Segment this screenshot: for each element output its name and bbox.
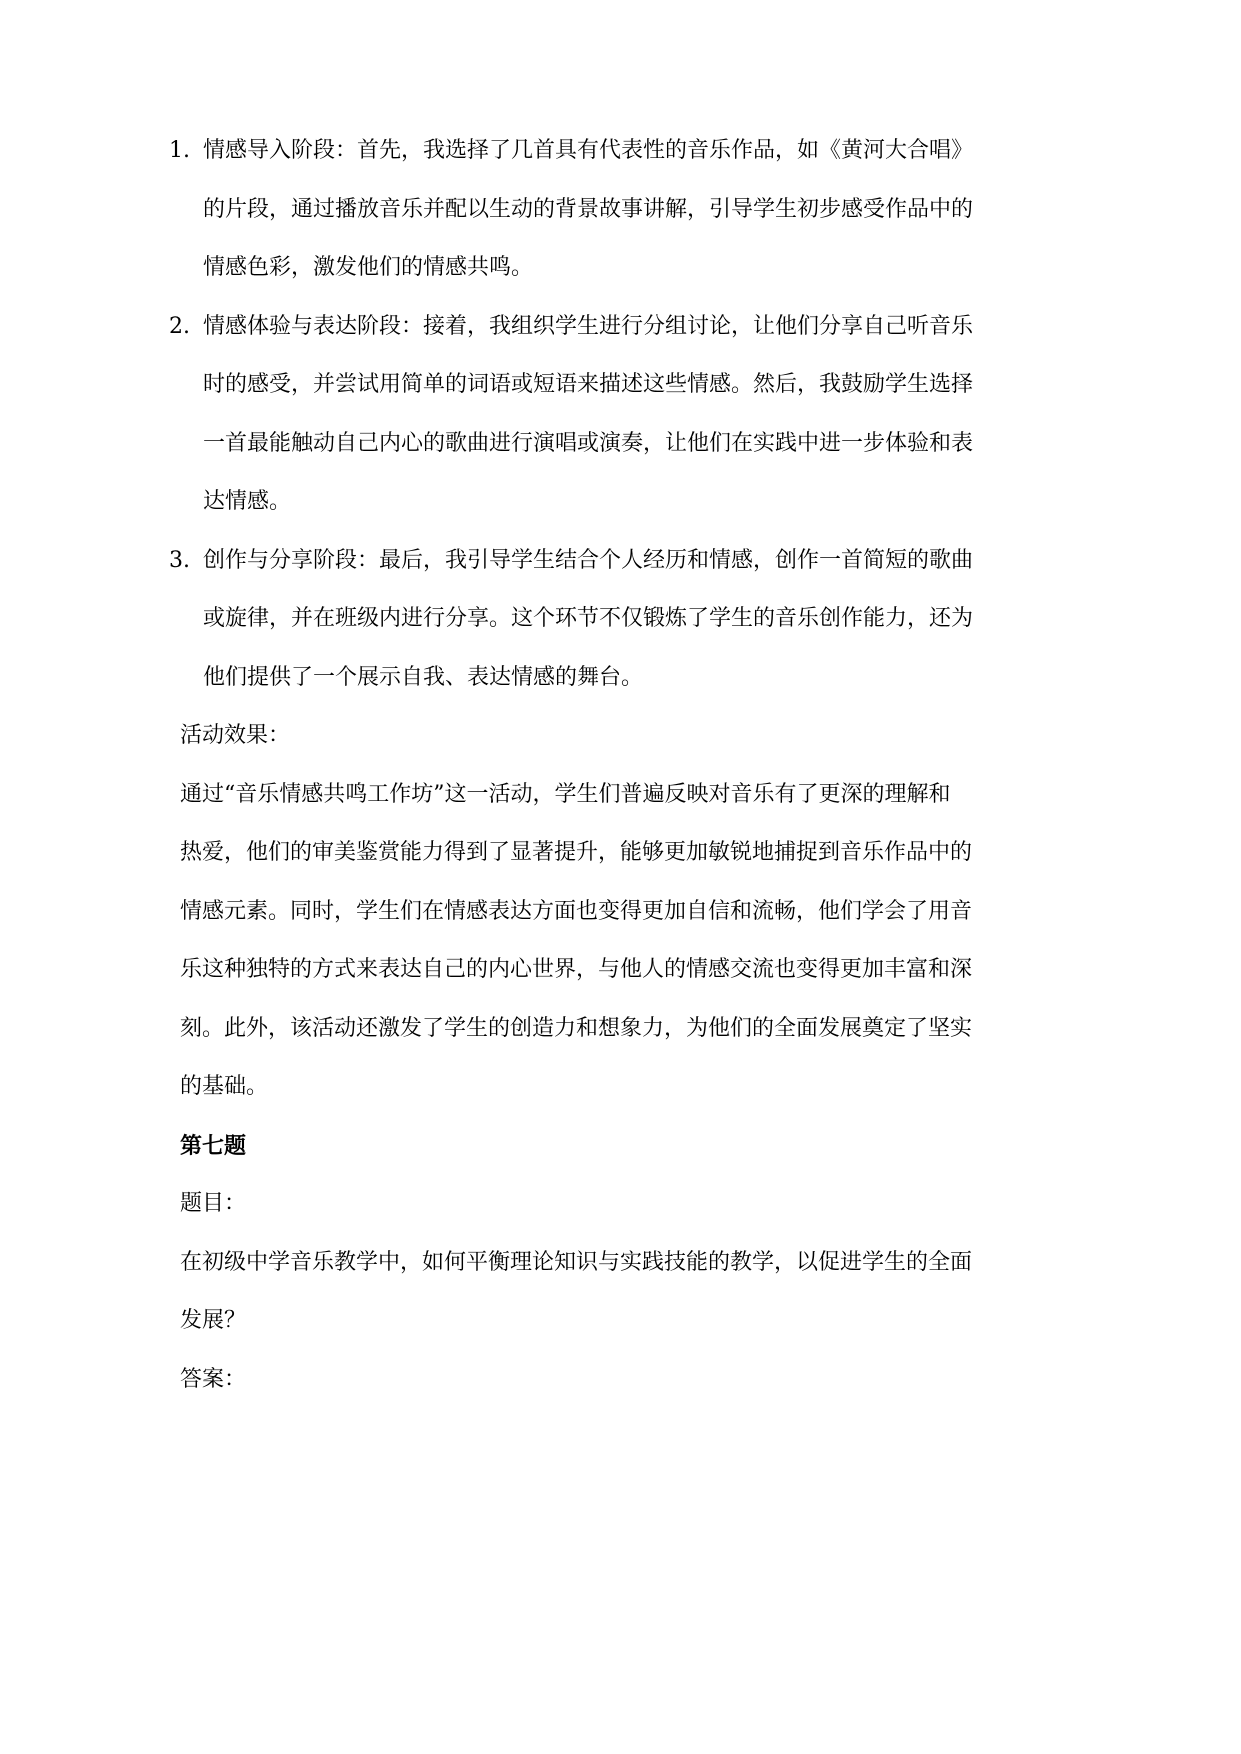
paragraph-line: 通过“音乐情感共鸣工作坊”这一活动，学生们普遍反映对音乐有了更深的理解和 (180, 782, 951, 807)
paragraph-line: 热爱，他们的审美鉴赏能力得到了显著提升，能够更加敏锐地捕捉到音乐作品中的 (180, 840, 973, 865)
paragraph-line: 的基础。 (180, 1074, 269, 1099)
list-item-number: 3. (169, 548, 190, 573)
list-item-line: 他们提供了一个展示自我、表达情感的舞台。 (203, 665, 644, 690)
list-item-line: 时的感受，并尝试用简单的词语或短语来描述这些情感。然后，我鼓励学生选择 (203, 372, 974, 397)
list-item-number: 2. (169, 314, 190, 339)
list-item-line: 的片段，通过播放音乐并配以生动的背景故事讲解，引导学生初步感受作品中的 (203, 197, 974, 222)
list-item-number: 1. (169, 138, 190, 163)
list-item-line: 情感色彩，激发他们的情感共鸣。 (203, 255, 534, 280)
list-item-line: 或旋律，并在班级内进行分享。这个环节不仅锻炼了学生的音乐创作能力，还为 (203, 606, 974, 631)
prompt-label: 题目： (180, 1191, 247, 1216)
list-item-line: 创作与分享阶段：最后，我引导学生结合个人经历和情感，创作一首简短的歌曲 (203, 548, 974, 573)
list-item-line: 达情感。 (203, 489, 292, 514)
paragraph-line: 在初级中学音乐教学中，如何平衡理论知识与实践技能的教学，以促进学生的全面 (180, 1250, 973, 1275)
paragraph-line: 乐这种独特的方式来表达自己的内心世界，与他人的情感交流也变得更加丰富和深 (180, 957, 973, 982)
answer-label: 答案： (180, 1367, 247, 1392)
paragraph-line: 刻。此外，该活动还激发了学生的创造力和想象力，为他们的全面发展奠定了坚实 (180, 1016, 973, 1041)
list-item-line: 情感导入阶段：首先，我选择了几首具有代表性的音乐作品，如《黄河大合唱》 (203, 138, 974, 163)
list-item-line: 一首最能触动自己内心的歌曲进行演唱或演奏，让他们在实践中进一步体验和表 (203, 431, 974, 456)
paragraph-line: 发展？ (180, 1308, 247, 1333)
section-heading-effect: 活动效果： (180, 723, 291, 748)
question-title: 第七题 (180, 1133, 247, 1159)
paragraph-line: 情感元素。同时，学生们在情感表达方面也变得更加自信和流畅，他们学会了用音 (180, 899, 973, 924)
list-item-line: 情感体验与表达阶段：接着，我组织学生进行分组讨论，让他们分享自己听音乐 (203, 314, 974, 339)
